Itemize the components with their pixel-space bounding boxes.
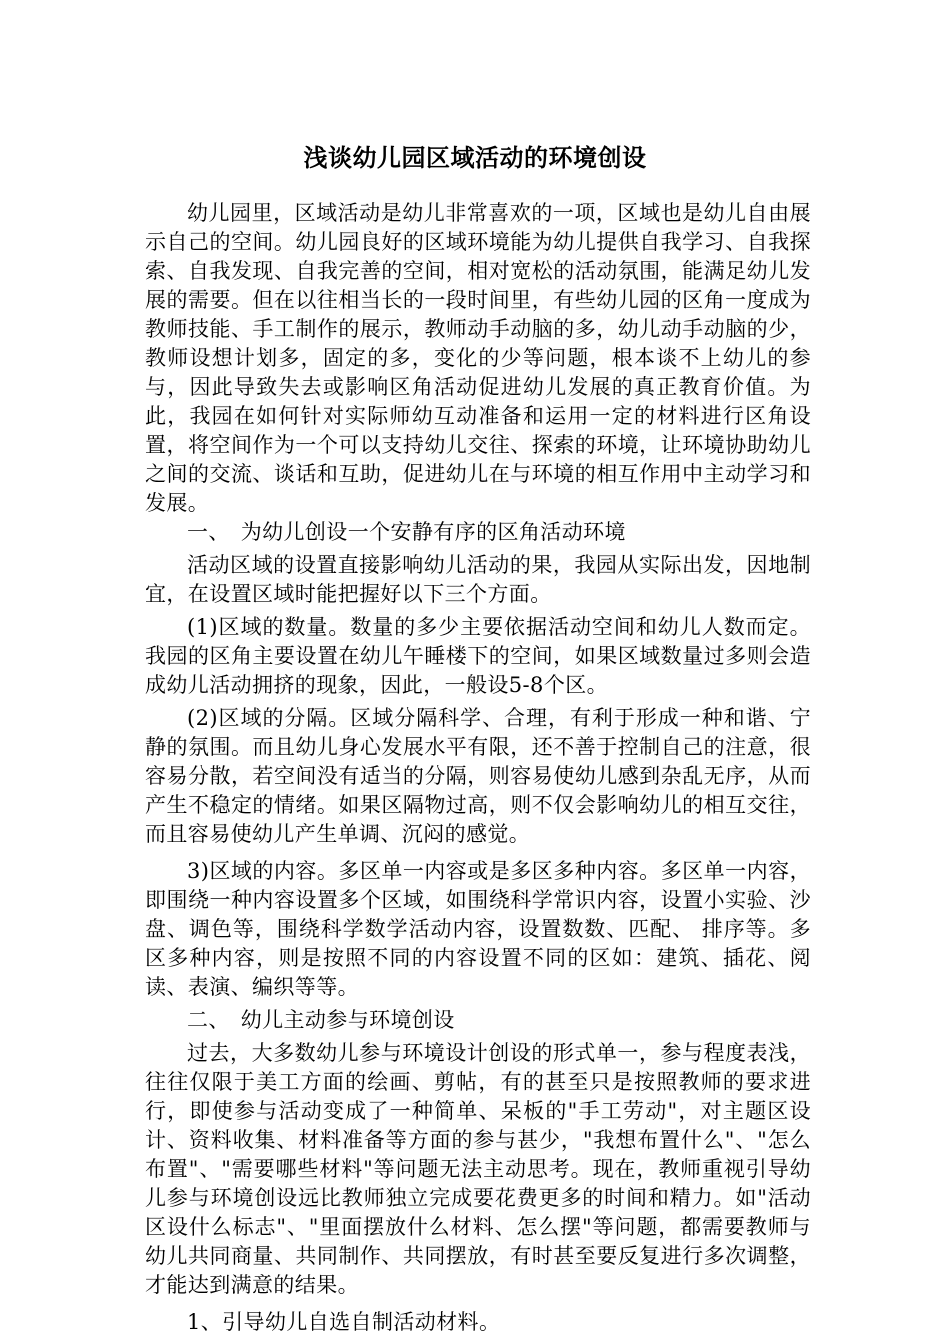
paragraph-section-2-body: 过去，大多数幼儿参与环境设计创设的形式单一，参与程度表浅，往往仅限于美工方面的绘画、剪帖，有的甚至只是按照教师的要求进行，即使参与活动变成了一种简单、呆板的"手工劳动"，对主题区设计、资料收集、材料准备等方面的参与甚少，"我想布置什么"、"怎么布置"、"需要哪些材料"等问题无法主动思考。现在，教师重视引导幼儿参与环境创设远比教师独立完成要花费更多的时间和精力。如"活动区设什么标志"、"里面摆放什么材料、怎么摆"等问题，都需要教师与幼儿共同商量、共同制作、共同摆放，有时甚至要反复进行多次调整，才能达到满意的结果。 [145, 1041, 811, 1297]
paragraph-subsection-1: 1、引导幼儿自选自制活动材料。 [187, 1310, 501, 1334]
section-heading-2: 二、 幼儿主动参与环境创设 [187, 1008, 455, 1032]
paragraph-region-content: 3)区域的内容。多区单一内容或是多区多种内容。多区单一内容，即围绕一种内容设置多个区域，如围绕科学常识内容，设置小实验、沙盘、调色等，围绕科学数学活动内容，设置数数、匹配、 排序等。多区多种内容，则是按照不同的内容设置不同的区如：建筑、插花、阅读、表演、编织等等。 [145, 859, 811, 999]
document-body [145, 199, 811, 1337]
paragraph-region-separation: (2)区域的分隔。区域分隔科学、合理，有利于形成一种和谐、宁静的氛围。而且幼儿身心发展水平有限，还不善于控制自己的注意，很容易分散，若空间没有适当的分隔，则容易使幼儿感到杂乱无序，从而产生不稳定的情绪。如果区隔物过高，则不仅会影响幼儿的相互交往，而且容易使幼儿产生单调、沉闷的感觉。 [145, 706, 811, 846]
section-heading-1: 一、 为幼儿创设一个安静有序的区角活动环境 [187, 520, 626, 544]
paragraph-intro: 幼儿园里，区域活动是幼儿非常喜欢的一项，区域也是幼儿自由展示自己的空间。幼儿园良好的区域环境能为幼儿提供自我学习、自我探索、自我发现、自我完善的空间，相对宽松的活动氛围，能满足幼儿发展的需要。但在以往相当长的一段时间里，有些幼儿园的区角一度成为教师技能、手工制作的展示，教师动手动脑的多，幼儿动手动脑的少，教师设想计划多，固定的多，变化的少等问题，根本谈不上幼儿的参与，因此导致失去或影响区角活动促进幼儿发展的真正教育价值。为此，我园在如何针对实际师幼互动准备和运用一定的材料进行区角设置，将空间作为一个可以支持幼儿交往、探索的环境，让环境协助幼儿之间的交流、谈话和互助，促进幼儿在与环境的相互作用中主动学习和发展。 [145, 201, 811, 515]
paragraph-region-quantity: (1)区域的数量。数量的多少主要依据活动空间和幼儿人数而定。我园的区角主要设置在幼儿午睡楼下的空间，如果区域数量过多则会造成幼儿活动拥挤的现象，因此，一般设5-8个区。 [145, 615, 811, 697]
paragraph-section-1-intro: 活动区域的设置直接影响幼儿活动的果，我园从实际出发，因地制宜，在设置区域时能把握好以下三个方面。 [145, 553, 811, 606]
document-title: 浅谈幼儿园区域活动的环境创设 [303, 144, 647, 172]
